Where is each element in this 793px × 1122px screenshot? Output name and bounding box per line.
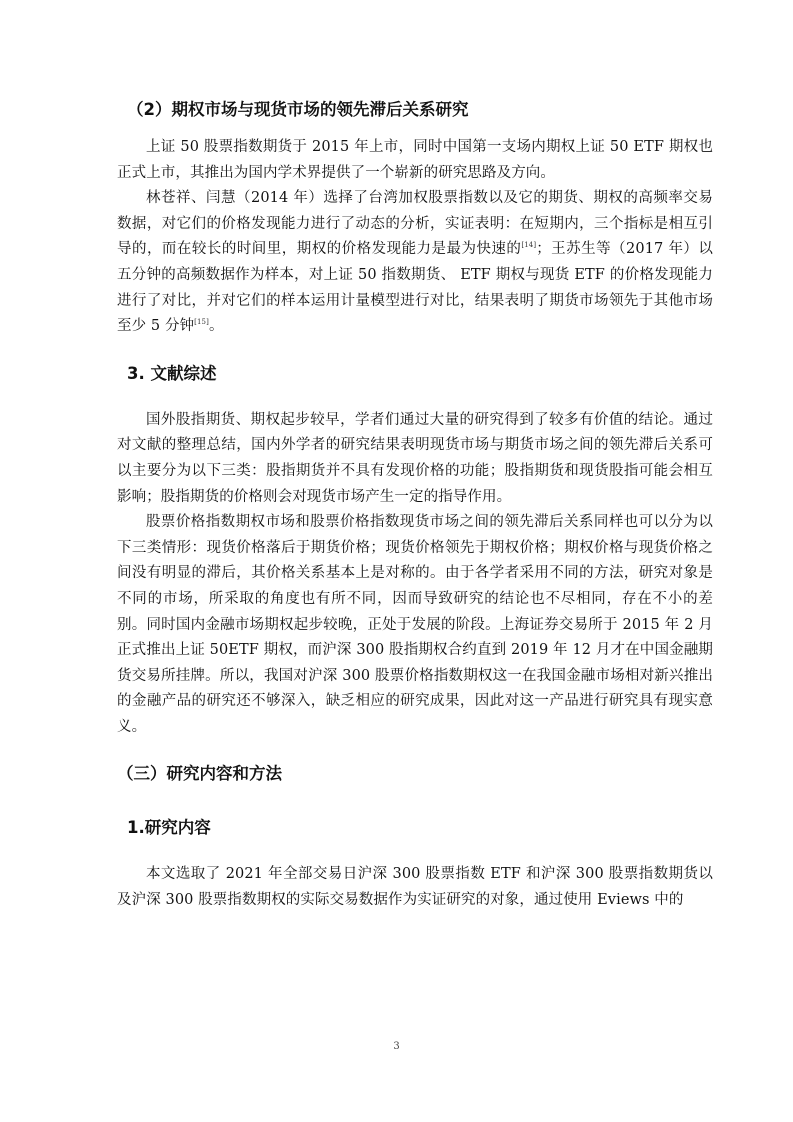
paragraph-lin-text: 林苍祥、闫慧（2014 年）选择了台湾加权股票指数以及它的期货、期权的高频率交易数据，对它们的价格发现能力进行了动态的分析，实证表明：在短期内，三个指标是相互引导的，而在较长的时间里，期权的价格发现能力是最为快速的 (117, 190, 713, 258)
section-heading-research-content: 1.研究内容 (127, 818, 211, 838)
page-content (117, 98, 713, 914)
paragraph-end-mark: 。 (208, 318, 224, 335)
paragraph-review-futures: 国外股指期货、期权起步较早，学者们通过大量的研究得到了较多有价值的结论。通过对文献的整理总结，国内外学者的研究结果表明现货市场与期货市场之间的领先滞后关系可以主要分为以下三类：股指期货并不具有发现价格的功能；股指期货和现货股指可能会相互影响；股指期货的价格则会对现货市场产生一定的指导作用。 (117, 411, 713, 505)
citation-14[interactable]: [14] (521, 241, 537, 250)
section-heading-option-lead-lag: （2）期权市场与现货市场的领先滞后关系研究 (127, 100, 469, 119)
paragraph-research-data: 本文选取了 2021 年全部交易日沪深 300 股票指数 ETF 和沪深 300 股票指数期货以及沪深 300 股票指数期权的实际交易数据作为实证研究的对象，通过使用 Eviews 中的 (117, 866, 713, 909)
paragraph-sse50: 上证 50 股票指数期货于 2015 年上市，同时中国第一支场内期权上证 50 ETF 期权也正式上市，其推出为国内学术界提供了一个崭新的研究思路及方向。 (117, 139, 713, 181)
section-heading-content-method: （三）研究内容和方法 (117, 764, 282, 784)
paragraph-lin-wang (117, 186, 713, 340)
section-heading-literature-review: 3. 文献综述 (127, 363, 217, 383)
citation-15[interactable]: [15] (194, 318, 209, 327)
paragraph-wang-text: ；王苏生等（2017 年）以五分钟的高频数据作为样本，对上证 50 指数期货、 ETF 期权与现货 ETF 的价格发现能力进行了对比，并对它们的样本运用计量模型进行对比，结果表明了期货市场领先于其他市场至少 5 分钟 (117, 241, 713, 335)
paragraph-review-options: 股票价格指数期权市场和股票价格指数现货市场之间的领先滞后关系同样也可以分为以下三类情形：现货价格落后于期货价格；现货价格领先于期权价格；期权价格与现货价格之间没有明显的滞后，其价格关系基本上是对称的。由于各学者采用不同的方法，研究对象是不同的市场，所采取的角度也有所不同，因而导致研究的结论也不尽相同，存在不小的差别。同时国内金融市场期权起步较晚，正处于发展的阶段。上海证券交易所于 2015 年 2 月正式推出上证 50ETF 期权，而沪深 300 股指期权合约直到 2019 年 12 月才在中国金融期货交易所挂牌。所以，我国对沪深 300 股票价格指数期权这一在我国金融市场相对新兴推出的金融产品的研究还不够深入，缺乏相应的研究成果，因此对这一产品进行研究具有现实意义。 (117, 514, 713, 735)
page-number: 3 (393, 1041, 400, 1052)
